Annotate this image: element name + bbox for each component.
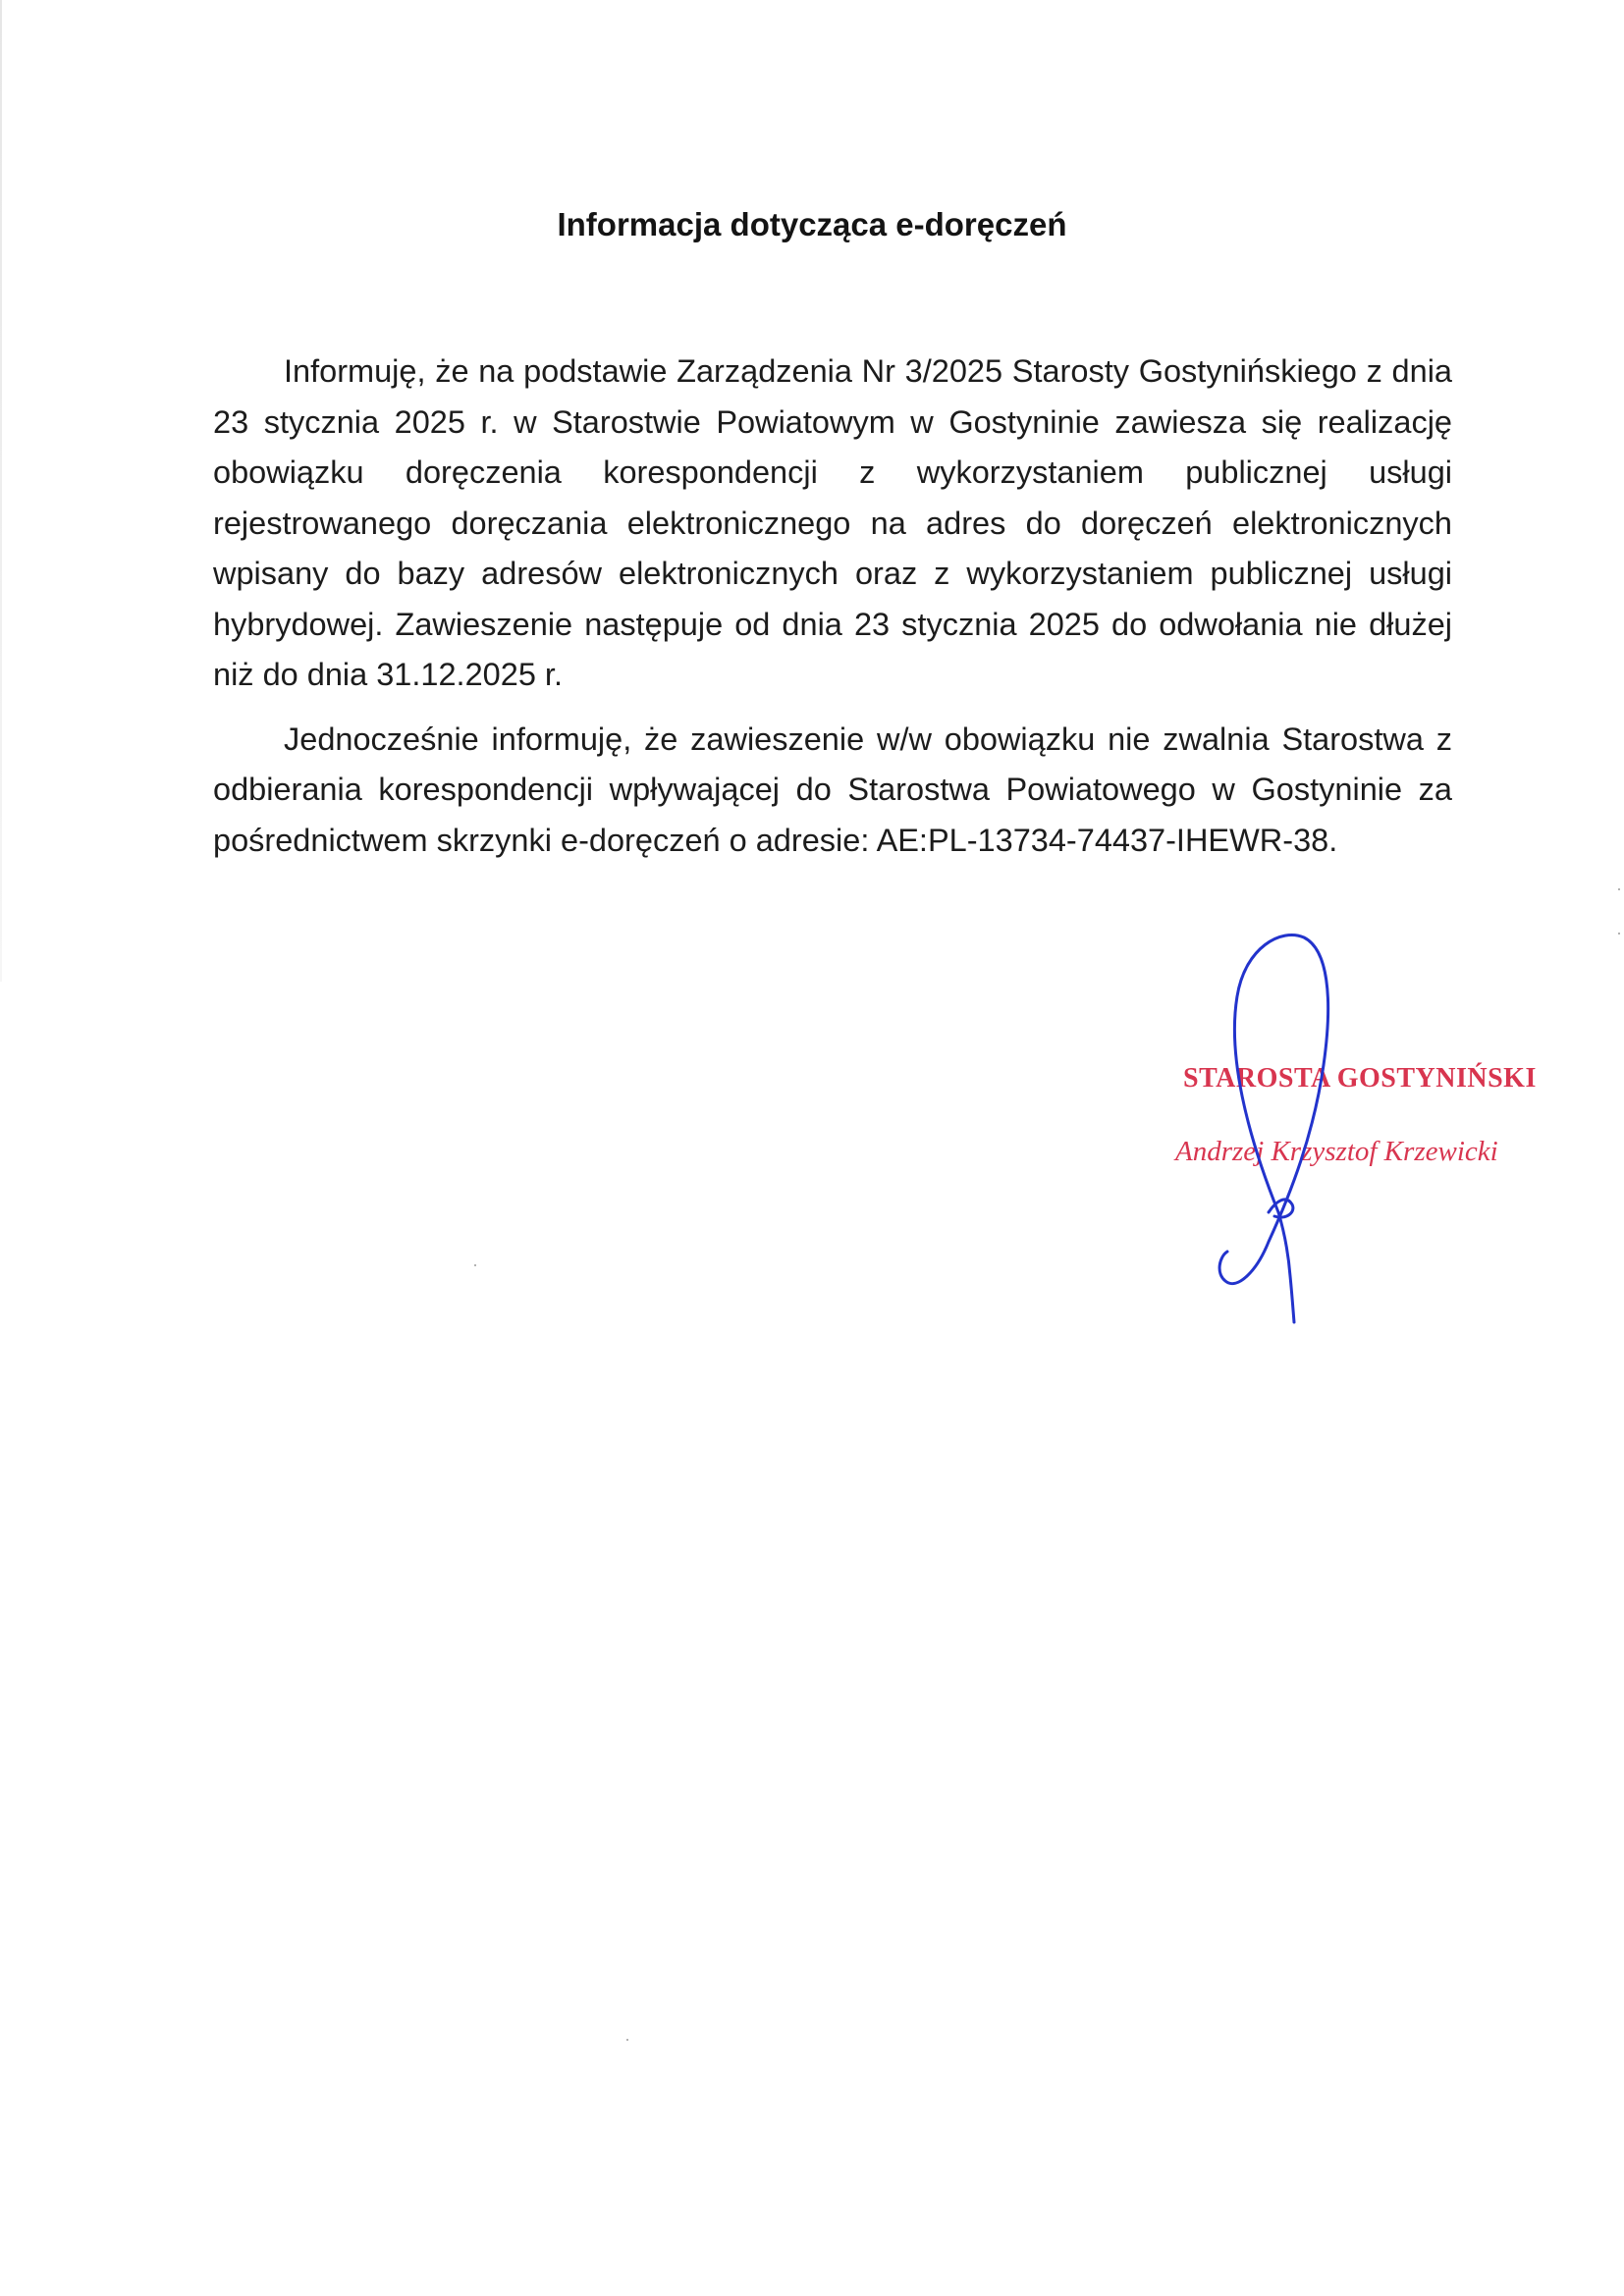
- signature-loop-stroke: [1219, 935, 1328, 1284]
- document-body: [213, 347, 1452, 866]
- signature-down-stroke: [1278, 1212, 1294, 1322]
- document-title: Informacja dotycząca e-doręczeń: [557, 206, 1067, 242]
- handwritten-signature: [1208, 918, 1424, 1330]
- scan-speck: [1618, 888, 1620, 890]
- scan-speck: [626, 2039, 628, 2041]
- scan-edge: [0, 0, 2, 982]
- paragraph-mailbox-info: Jednocześnie informuję, że zawieszenie w/w obowiązku nie zwalnia Starostwa z odbierania korespondencji wpływającej do Starostwa Powiatowego w Gostyninie za pośrednictwem skrzynki e-doręczeń o adresie: AE:PL-13734-74437-IHEWR-38.: [213, 721, 1452, 858]
- stamp-name: Andrzej Krzysztof Krzewicki: [1175, 1136, 1498, 1167]
- scan-speck: [1618, 933, 1620, 934]
- paragraph-suspension-notice: Informuję, że na podstawie Zarządzenia Nr 3/2025 Starosty Gostynińskiego z dnia 23 stycznia 2025 r. w Starostwie Powiatowym w Gostyninie zawiesza się realizację obowiązku doręczenia korespondencji z wykorzystaniem publicznej usługi rejestrowanego doręczania elektronicznego na adres do doręczeń elektronicznych wpisany do bazy adresów elektronicznych oraz z wykorzystaniem publicznej usługi hybrydowej. Zawieszenie następuje od dnia 23 stycznia 2025 do odwołania nie dłużej niż do dnia 31.12.2025 r.: [213, 353, 1452, 692]
- scan-speck: [474, 1264, 476, 1266]
- stamp-title: STAROSTA GOSTYNIŃSKI: [1183, 1063, 1537, 1094]
